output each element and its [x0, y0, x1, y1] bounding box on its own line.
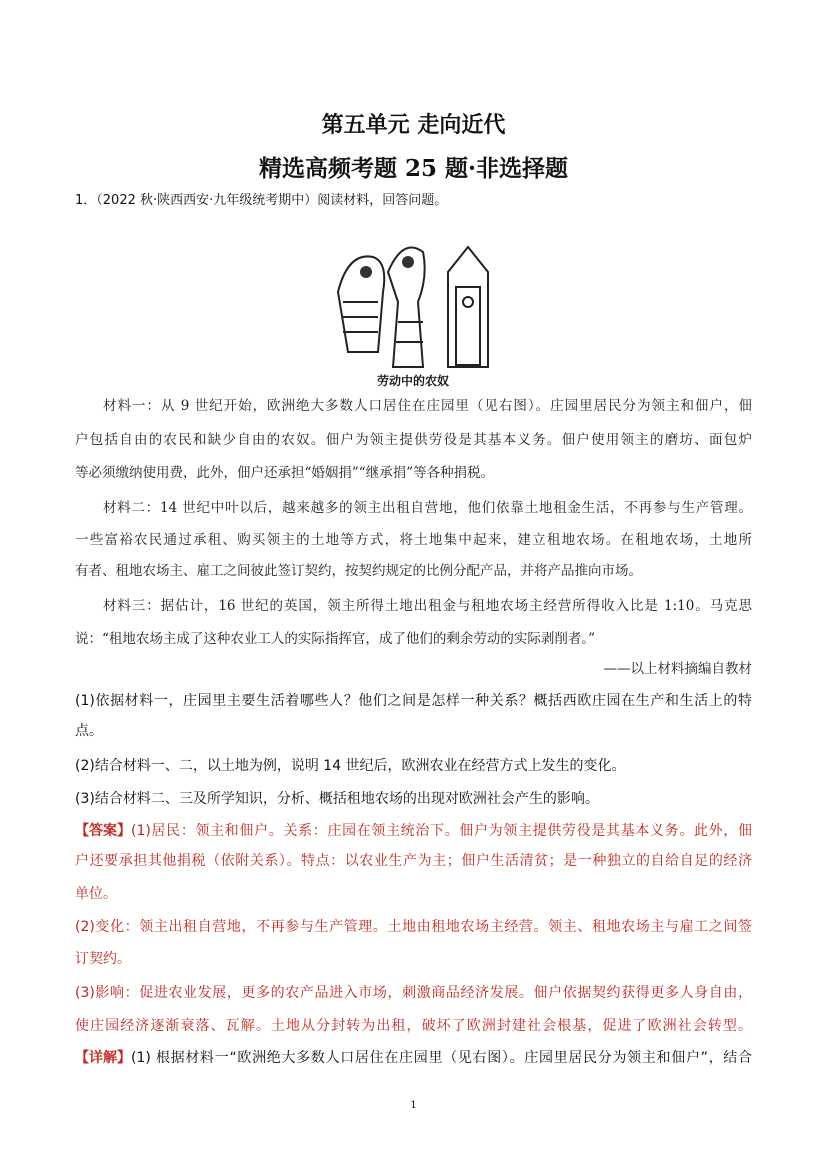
answer-first-line — [75, 822, 752, 840]
material3-line: 说：“租地农场主成了这种农业工人的实际指挥官，成了他们的剩余劳动的实际剥削者。” — [75, 631, 596, 647]
material2-line: 有者、租地农场主、雇工之间彼此签订契约，按契约规定的比例分配产品，并将产品推向市场。 — [75, 563, 642, 579]
serf-labor-illustration — [328, 222, 498, 392]
material3-line: 材料三：据估计，16 世纪的英国，领主所得土地出租金与租地农场主经营所得收入比是 1:10。马克思 — [103, 598, 752, 614]
answer-line: 使庄园经济逐渐衰落、瓦解。土地从分封转为出租，破坏了欧洲封建社会根基，促进了欧洲社会转型。 — [75, 1018, 752, 1034]
question-line: (1)依据材料一，庄园里主要生活着哪些人？他们之间是怎样一种关系？概括西欧庄园在生产和生活上的特 — [75, 693, 752, 709]
unit-title: 第五单元 走向近代 — [321, 112, 506, 138]
detail-text: (1) 根据材料一“欧洲绝大多数人口居住在庄园里（见右图）。庄园里居民分为领主和佃户”，结合 — [131, 1050, 752, 1066]
material1-line: 材料一：从 9 世纪开始，欧洲绝大多数人口居住在庄园里（见右图）。庄园里居民分为领主和佃户，佃 — [103, 398, 752, 414]
answer-line: (2)变化：领主出租自营地，不再参与生产管理。土地由租地农场主经营。领主、租地农场主与雇工之间签 — [75, 919, 752, 935]
figure-caption: 劳动中的农奴 — [376, 374, 449, 388]
material1-line: 户包括自由的农民和缺少自由的农奴。佃户为领主提供劳役是其基本义务。佃户使用领主的磨坊、面包炉 — [75, 432, 752, 448]
question-line: (2)结合材料一、二，以土地为例，说明 14 世纪后，欧洲农业在经营方式上发生的变化。 — [75, 758, 626, 774]
detail-tag: 【详解】 — [75, 1050, 131, 1066]
answer-tag: 【答案】 — [75, 823, 131, 839]
question-stem: 1．（2022 秋·陕西西安·九年级统考期中）阅读材料，回答问题。 — [75, 193, 448, 208]
answer-line: 户还要承担其他捐税（依附关系）。特点：以农业生产为主；佃户生活清贫；是一种独立的自给自足的经济 — [75, 853, 752, 869]
answer-line: (1)居民：领主和佃户。关系：庄园在领主统治下。佃户为领主提供劳役是其基本义务。此外，佃 — [131, 823, 752, 839]
material-source: ——以上材料摘编自教材 — [603, 661, 752, 677]
answer-line: 订契约。 — [75, 951, 131, 967]
detail-line — [75, 1049, 752, 1067]
question-line: 点。 — [75, 723, 103, 739]
answer-line: (3)影响：促进农业发展，更多的农产品进入市场，刺激商品经济发展。佃户依据契约获得更多人身自由， — [75, 985, 752, 1001]
material1-line: 等必须缴纳使用费，此外，佃户还承担“婚姻捐”“继承捐”等各种捐税。 — [75, 465, 495, 481]
question-line: (3)结合材料二、三及所学知识，分析、概括租地农场的出现对欧洲社会产生的影响。 — [75, 791, 599, 807]
page-number: 1 — [410, 1100, 417, 1111]
material2-line: 一些富裕农民通过承租、购买领主的土地等方式，将土地集中起来，建立租地农场。在租地农场，土地所 — [75, 532, 752, 548]
answer-line: 单位。 — [75, 886, 117, 902]
page-subtitle: 精选高频考题 25 题·非选择题 — [258, 155, 569, 182]
material2-line: 材料二：14 世纪中叶以后，越来越多的领主出租自营地，他们依靠土地租金生活，不再参与生产管理。 — [103, 500, 752, 516]
